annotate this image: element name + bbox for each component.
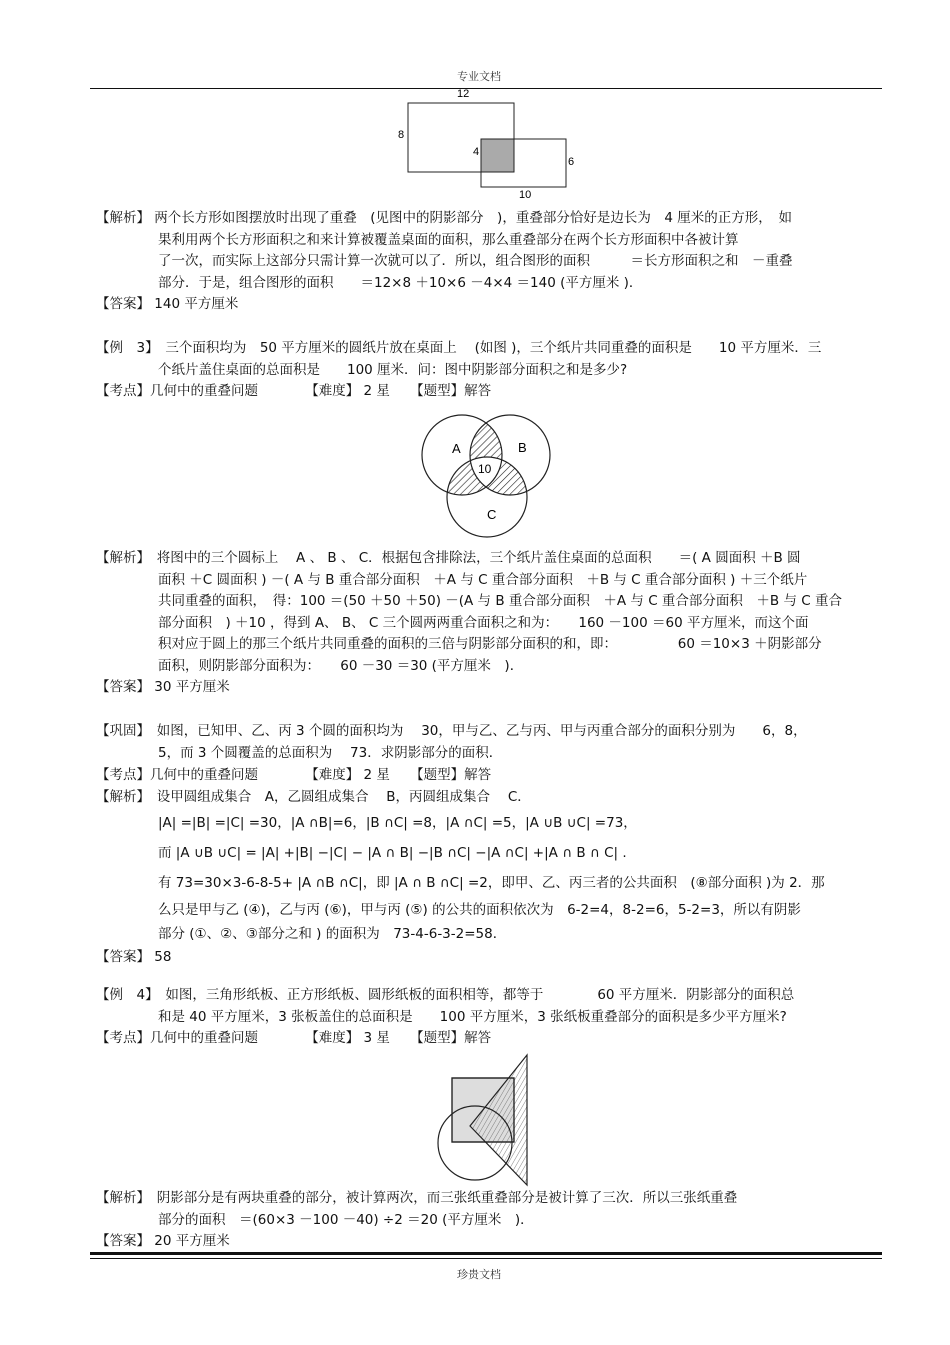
analysis-3-line: 面积，则阴影部分面积为： 60 －30 ＝30 (平方厘米 )． (158, 657, 524, 674)
consolidation-line: 有 73=30×3-6-8-5+ |A ∩B ∩C|，即 |A ∩ B ∩C| =2，即甲、乙、丙三者的公共面积 (⑧部分面积 )为 2．那 (158, 875, 825, 891)
example-4-line: 【例 4】 如图，三角形纸板、正方形纸板、圆形纸板的面积相等，都等于 60 平方厘米．阴影部分的面积总 (96, 987, 795, 1003)
footer-title: 珍贵文档 (457, 1268, 501, 1281)
consolidation-formula: 而 |A ∪B ∪C| = |A| +|B| −|C| − |A ∩ B| −|B ∩C| −|A ∩C| +|A ∩ B ∩ C| . (158, 845, 627, 861)
circle-label-a: A (452, 441, 461, 456)
triangle-square-circle-figure (430, 1050, 540, 1190)
consolidation-line: 么只是甲与乙 (④)，乙与丙 (⑥)，甲与丙 (⑤) 的公共的面积依次为 6-2=4，8-2=6，5-2=3，所以有阴影 (158, 902, 801, 918)
consolidation-line: 【巩固】 如图，已知甲、乙、丙 3 个圆的面积均为 30，甲与乙、乙与丙、甲与丙重合部分的面积分别为 6，8， (96, 723, 807, 739)
circle-label-c: C (487, 507, 497, 522)
answer-4: 【答案】 20 平方厘米 (96, 1233, 230, 1249)
example-3-meta: 【考点】几何中的重叠问题 【难度】 2 星 【题型】解答 (96, 383, 492, 399)
analysis-4 (96, 1188, 737, 1253)
consolidation-answer: 【答案】 58 (96, 949, 172, 965)
analysis-3-line: 共同重叠的面积， 得：100 ＝(50 ＋50 ＋50) －(A 与 B 重合部分面积 ＋A 与 C 重合部分面积 ＋B 与 C 重合 (158, 593, 842, 609)
answer-1: 【答案】 140 平方厘米 (96, 296, 239, 312)
fig1-label-top: 12 (457, 88, 470, 100)
analysis-3-line: 【解析】 将图中的三个圆标上 A 、 B 、 C．根据包含排除法，三个纸片盖住桌面的总面积 ＝( A 圆面积 ＋B 圆 (96, 550, 801, 566)
fig1-label-left: 8 (398, 129, 405, 141)
circle-label-center: 10 (478, 462, 492, 476)
three-circles-figure (415, 405, 555, 540)
analysis-3-line: 积对应于圆上的那三个纸片共同重叠的面积的三倍与阴影部分面积的和，即： 60 ＝10×3 ＋阴影部分 (158, 636, 822, 652)
example-3-line: 个纸片盖住桌面的总面积是 100 厘米．问：图中阴影部分面积之和是多少? (158, 361, 628, 378)
footer-rule-thick (90, 1252, 882, 1255)
example-4-line: 和是 40 平方厘米，3 张板盖住的总面积是 100 平方厘米，3 张纸板重叠部分的面积是多少平方厘米? (158, 1008, 787, 1025)
analysis-3-line: 部分面积 ) ＋10 ，得到 A、 B、 C 三个圆两两重合面积之和为： 160 －100 ＝60 平方厘米，而这个面 (158, 614, 809, 631)
analysis-4-line: 部分的面积 ＝(60×3 －100 －40) ÷2 ＝20 (平方厘米 )． (158, 1211, 534, 1228)
fig1-label-inner: 4 (473, 146, 480, 158)
consolidation-line: 部分 (①、②、③部分之和 ) 的面积为 73-4-6-3-2=58． (158, 926, 507, 942)
consolidation-line: 5，而 3 个圆覆盖的总面积为 73．求阴影部分的面积． (158, 745, 503, 761)
example-4-meta: 【考点】几何中的重叠问题 【难度】 3 星 【题型】解答 (96, 1030, 492, 1046)
fig1-label-bottom: 10 (519, 189, 532, 201)
analysis-3 (96, 548, 842, 699)
fig1-label-right: 6 (568, 156, 575, 168)
example-3-line: 【例 3】 三个面积均为 50 平方厘米的圆纸片放在桌面上 (如图 )，三个纸片共同重叠的面积是 10 平方厘米．三 (96, 340, 822, 356)
analysis-1-line: 了一次，而实际上这部分只需计算一次就可以了．所以，组合图形的面积 ＝长方形面积之和 －重叠 (158, 253, 793, 269)
circle-label-b: B (518, 440, 527, 455)
answer-3: 【答案】 30 平方厘米 (96, 679, 230, 695)
header-title: 专业文档 (457, 70, 501, 83)
consolidation (96, 720, 825, 968)
overlapping-rectangles-figure (390, 86, 580, 204)
analysis-4-line: 【解析】 阴影部分是有两块重叠的部分，被计算两次，而三张纸重叠部分是被计算了三次．所以三张纸重叠 (96, 1190, 738, 1206)
consolidation-analysis: 【解析】 设甲圆组成集合 A，乙圆组成集合 B，丙圆组成集合 C． (96, 789, 531, 805)
analysis-1-line: 部分．于是，组合图形的面积 ＝12×8 ＋10×6 －4×4 ＝140 (平方厘米 )． (158, 274, 643, 291)
example-4 (96, 985, 794, 1050)
example-3 (96, 338, 821, 403)
analysis-1-line: 【解析】 两个长方形如图摆放时出现了重叠 (见图中的阴影部分 )，重叠部分恰好是边长为 4 厘米的正方形， 如 (96, 210, 792, 226)
consolidation-meta: 【考点】几何中的重叠问题 【难度】 2 星 【题型】解答 (96, 767, 492, 783)
footer-rule-thin (90, 1258, 882, 1259)
analysis-1 (96, 208, 793, 316)
consolidation-formula: |A| =|B| =|C| =30，|A ∩B|=6，|B ∩C| =8，|A ∩C| =5，|A ∪B ∪C| =73， (158, 815, 637, 831)
analysis-1-line: 果利用两个长方形面积之和来计算被覆盖桌面的面积，那么重叠部分在两个长方形面积中各被计算 (158, 231, 739, 248)
analysis-3-line: 面积 ＋C 圆面积 ) －( A 与 B 重合部分面积 ＋A 与 C 重合部分面积 ＋B 与 C 重合部分面积 ) ＋三个纸片 (158, 571, 808, 588)
